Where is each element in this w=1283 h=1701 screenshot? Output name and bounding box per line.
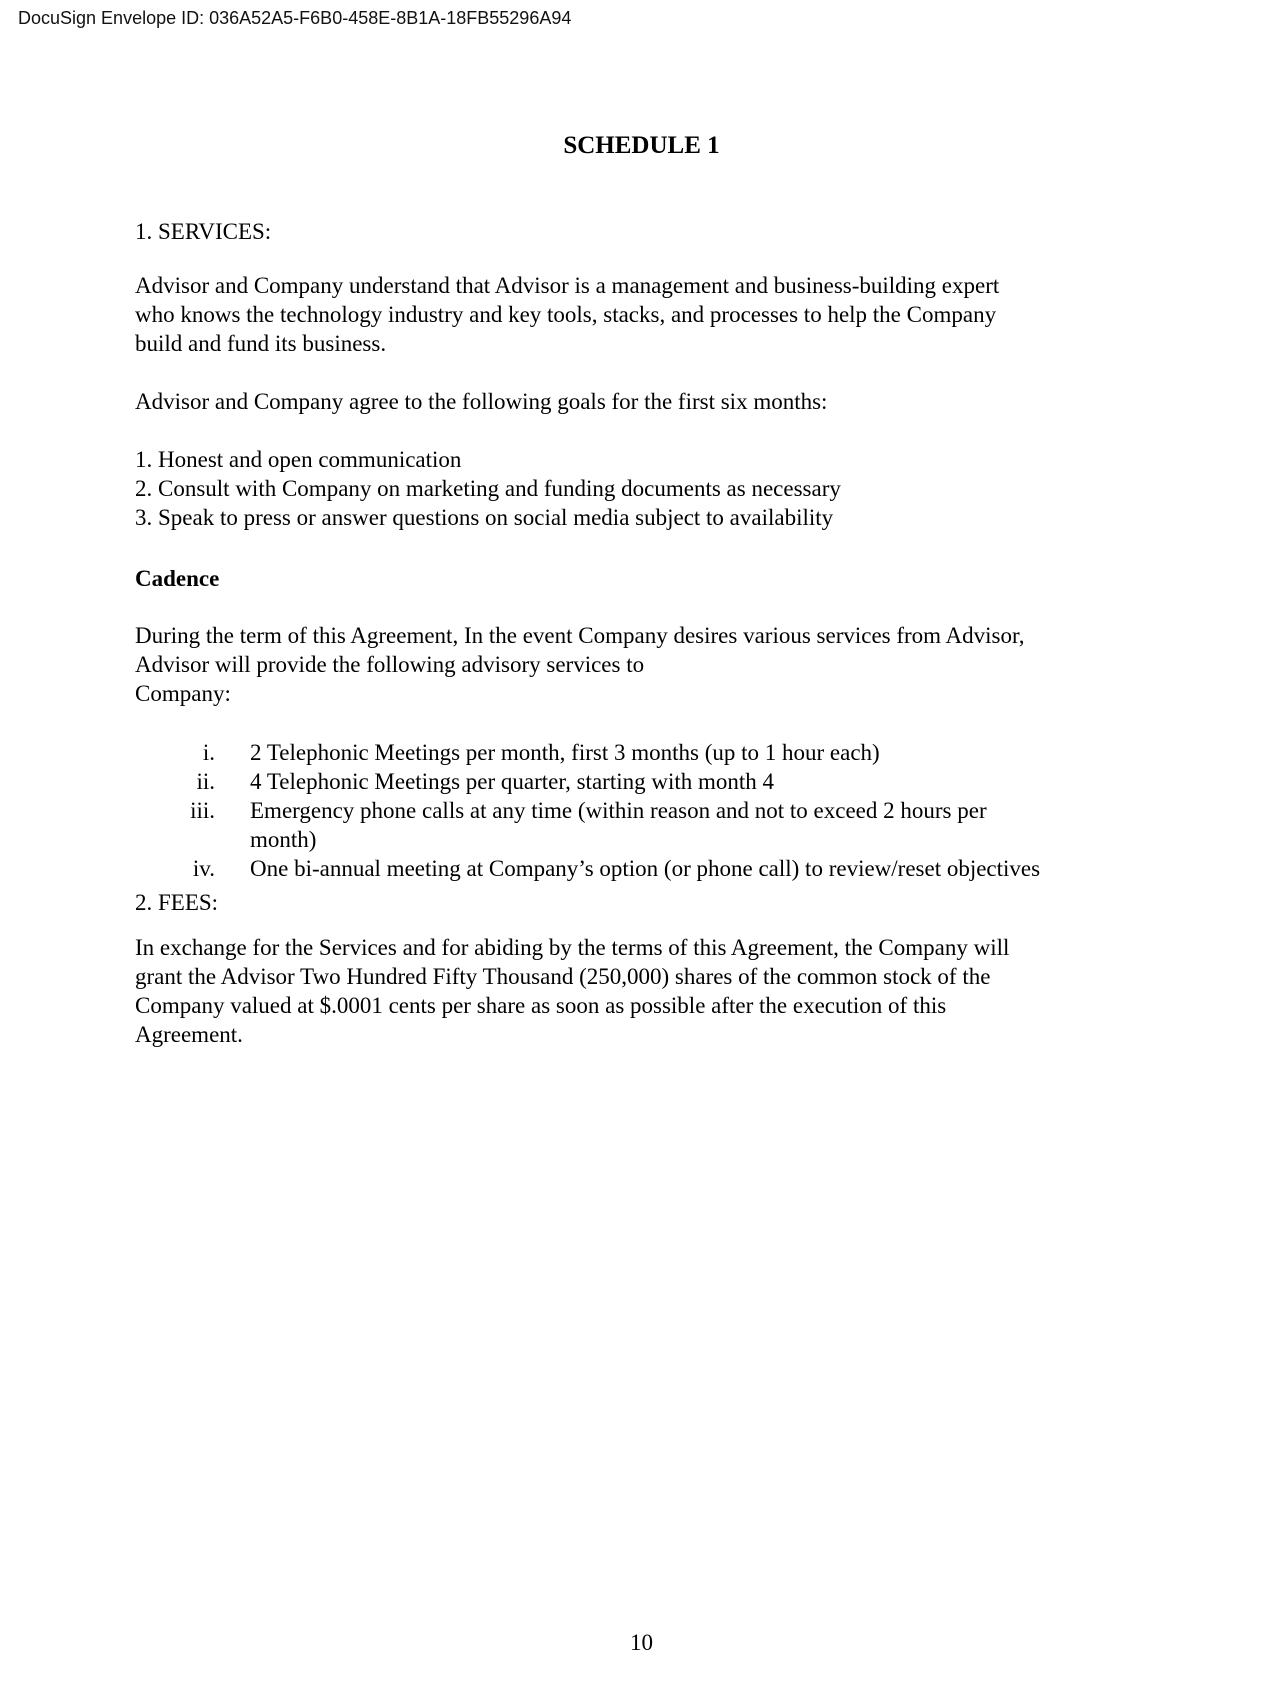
list-item-text	[250, 738, 880, 767]
list-item-text	[250, 854, 1040, 883]
goal-item: 1. Honest and open communication	[135, 447, 462, 472]
paragraph-line: Emergency phone calls at any time (within reason and not to exceed 2 hours per	[250, 798, 987, 823]
cadence-heading: Cadence	[135, 566, 220, 591]
docusign-envelope-id: DocuSign Envelope ID: 036A52A5-F6B0-458E-8B1A-18FB55296A94	[18, 8, 572, 28]
document-content	[135, 0, 1148, 1049]
services-section-heading: 1. SERVICES:	[135, 219, 272, 244]
paragraph-line: Company:	[135, 681, 231, 706]
list-item	[135, 796, 1148, 854]
list-marker: iv.	[192, 856, 215, 881]
document-title: SCHEDULE 1	[563, 132, 720, 159]
list-item-text	[250, 796, 987, 854]
goals-intro-paragraph: Advisor and Company agree to the following goals for the first six months:	[135, 389, 828, 414]
goal-item: 2. Consult with Company on marketing and funding documents as necessary	[135, 476, 841, 501]
goals-list	[135, 445, 1148, 532]
paragraph-line: Advisor and Company understand that Advisor is a management and business-building expert	[135, 273, 1000, 298]
paragraph-line: During the term of this Agreement, In the event Company desires various services from Advisor,	[135, 623, 1025, 648]
services-intro-paragraph	[135, 271, 1148, 358]
goal-item: 3. Speak to press or answer questions on social media subject to availability	[135, 505, 834, 530]
fees-section-heading: 2. FEES:	[135, 890, 219, 915]
list-item	[135, 854, 1148, 883]
paragraph-line: build and fund its business.	[135, 331, 387, 356]
list-item	[135, 738, 1148, 767]
paragraph-line: month)	[250, 827, 317, 852]
advisory-services-list	[135, 738, 1148, 883]
paragraph-line: In exchange for the Services and for abiding by the terms of this Agreement, the Company will	[135, 935, 1010, 960]
paragraph-line: who knows the technology industry and key tools, stacks, and processes to help the Company	[135, 302, 997, 327]
list-item	[135, 767, 1148, 796]
paragraph-line: Agreement.	[135, 1022, 243, 1047]
fees-paragraph	[135, 933, 1148, 1049]
page-number: 10	[630, 1630, 653, 1655]
list-marker: ii.	[196, 769, 215, 794]
paragraph-line: grant the Advisor Two Hundred Fifty Thousand (250,000) shares of the common stock of the	[135, 964, 991, 989]
cadence-intro-paragraph	[135, 621, 1148, 708]
paragraph-line: Company valued at $.0001 cents per share as soon as possible after the execution of this	[135, 993, 947, 1018]
list-item-text	[250, 767, 774, 796]
list-marker: i.	[202, 740, 215, 765]
paragraph-line: 4 Telephonic Meetings per quarter, starting with month 4	[250, 769, 775, 794]
paragraph-line: Advisor will provide the following advisory services to	[135, 652, 645, 677]
paragraph-line: 2 Telephonic Meetings per month, first 3 months (up to 1 hour each)	[250, 740, 880, 765]
paragraph-line: One bi-annual meeting at Company’s option (or phone call) to review/reset objectives	[250, 856, 1041, 881]
list-marker: iii.	[190, 798, 215, 823]
